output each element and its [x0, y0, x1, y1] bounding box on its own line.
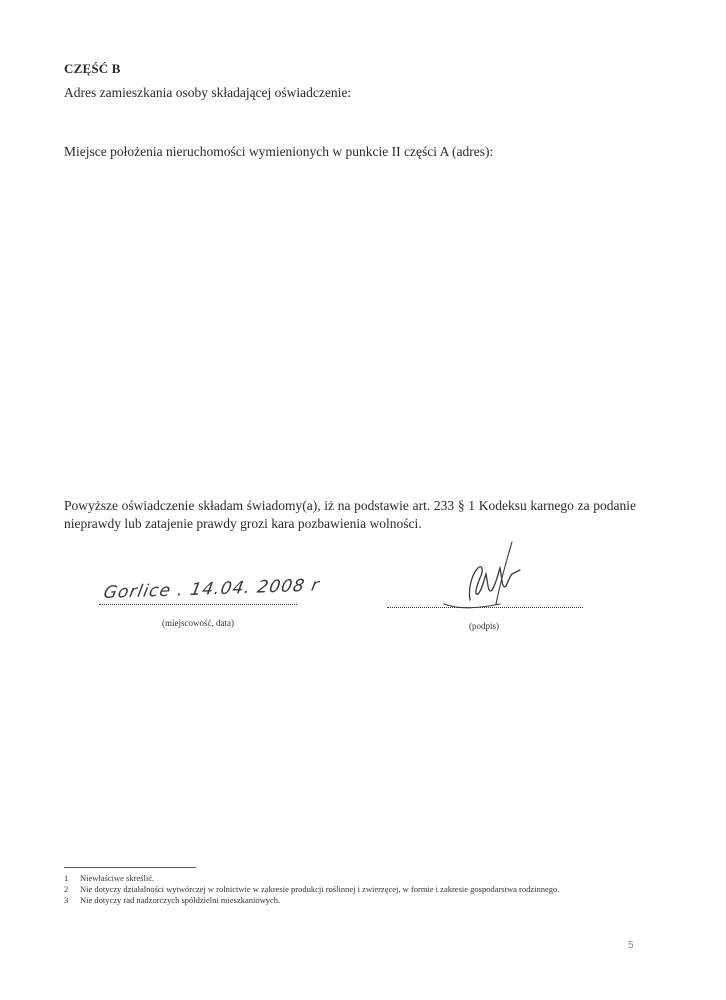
address-label: Adres zamieszkania osoby składającej oświadczenie:	[64, 85, 352, 100]
footnote-item	[64, 884, 559, 895]
signature-caption: (podpis)	[469, 621, 499, 631]
footnote-text: Nie dotyczy rad nadzorczych spółdzielni mieszkaniowych.	[80, 895, 281, 905]
handwritten-place-date: Gorlice . 14.04. 2008 r	[102, 575, 322, 603]
footnote-number: 3	[64, 895, 69, 905]
signature-dotted-line	[387, 607, 583, 608]
footnote-text: Niewłaściwe skreślić.	[80, 873, 155, 883]
handwritten-signature	[440, 538, 540, 618]
page-number: 5	[628, 940, 634, 951]
footnote-text: Nie dotyczy działalności wytwórczej w rolnictwie w zakresie produkcji roślinnej i zwierzęcej, w formie i zakresie gospodarstwa rodzinnego.	[80, 884, 560, 894]
section-title: CZĘŚĆ B	[64, 61, 121, 76]
footnote-separator	[64, 867, 196, 868]
footnotes	[64, 873, 559, 906]
footnote-number: 1	[64, 873, 69, 883]
footnote-item	[64, 895, 559, 906]
place-date-caption: (miejscowość, data)	[162, 618, 234, 628]
place-date-dotted-line	[99, 604, 297, 605]
declaration-statement: Powyższe oświadczenie składam świadomy(a), iż na podstawie art. 233 § 1 Kodeksu karnego za podanie nieprawdy lub zatajenie prawdy grozi kara pozbawienia wolności.	[64, 498, 636, 531]
footnote-number: 2	[64, 884, 69, 894]
footnote-item	[64, 873, 559, 884]
property-location-label: Miejsce położenia nieruchomości wymienionych w punkcie II części A (adres):	[64, 144, 494, 159]
